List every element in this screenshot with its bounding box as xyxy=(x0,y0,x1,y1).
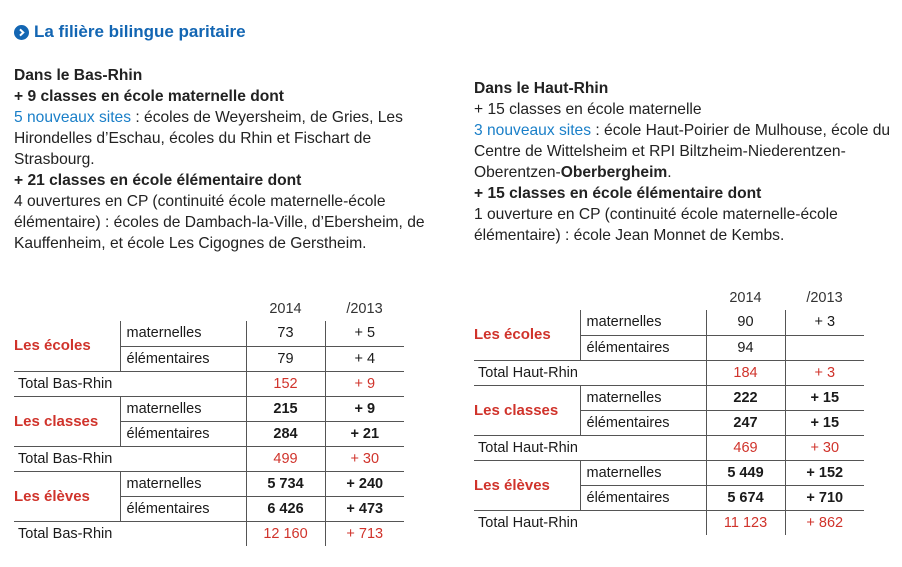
table-row xyxy=(14,471,404,496)
bas-rhin-sites-text: : écoles de Weyersheim, de Gries, Les Hirondelles d’Eschau, écoles du Rhin et Fischart de Strasbourg. xyxy=(14,109,403,168)
table-row-total xyxy=(14,446,404,471)
table-row xyxy=(14,396,404,421)
row-label: élémentaires xyxy=(120,421,246,446)
haut-rhin-elementaire-line: + 15 classes en école élémentaire dont xyxy=(474,185,762,202)
haut-rhin-sites-text: : école Haut-Poirier de Mulhouse, école du Centre de Wittelsheim et RPI Biltzheim-Niederentzen-Oberentzen- xyxy=(474,122,891,181)
group-label: Les élèves xyxy=(474,476,550,494)
cell-delta: + 473 xyxy=(325,496,404,521)
table-row xyxy=(474,460,864,485)
col-year: 2014 xyxy=(269,300,302,317)
group-label: Les classes xyxy=(14,412,99,430)
cell-value: 469 xyxy=(706,435,785,460)
total-label: Total Bas-Rhin xyxy=(14,371,246,396)
row-label: élémentaires xyxy=(120,346,246,371)
haut-rhin-sites-highlight: 3 nouveaux sites xyxy=(474,122,592,139)
total-label: Total Bas-Rhin xyxy=(14,446,246,471)
row-label: élémentaires xyxy=(120,496,246,521)
cell-delta: + 152 xyxy=(785,460,864,485)
table-row-total xyxy=(474,435,864,460)
cell-delta: + 30 xyxy=(325,446,404,471)
cell-delta: + 862 xyxy=(785,510,864,535)
cell-delta: + 15 xyxy=(785,385,864,410)
table-row xyxy=(474,310,864,335)
cell-delta xyxy=(785,335,864,360)
haut-rhin-table xyxy=(474,285,864,535)
row-label: maternelles xyxy=(120,396,246,421)
bas-rhin-elementaire-line: + 21 classes en école élémentaire dont xyxy=(14,172,302,189)
table-row-total xyxy=(474,360,864,385)
table-row-total xyxy=(14,521,404,546)
cell-value: 12 160 xyxy=(246,521,325,546)
bas-rhin-heading: Dans le Bas-Rhin xyxy=(14,67,143,84)
row-label: maternelles xyxy=(580,460,706,485)
col-delta: /2013 xyxy=(346,300,383,317)
cell-value: 90 xyxy=(706,310,785,335)
total-label: Total Haut-Rhin xyxy=(474,510,706,535)
cell-value: 79 xyxy=(246,346,325,371)
total-label: Total Haut-Rhin xyxy=(474,360,706,385)
haut-rhin-heading: Dans le Haut-Rhin xyxy=(474,80,609,97)
col-delta: /2013 xyxy=(806,289,843,306)
haut-rhin-sites-paragraph xyxy=(474,120,894,183)
cell-value: 215 xyxy=(246,396,325,421)
bas-rhin-sites-highlight: 5 nouveaux sites xyxy=(14,109,132,126)
chevron-right-icon xyxy=(14,25,29,40)
cell-value: 499 xyxy=(246,446,325,471)
row-label: maternelles xyxy=(120,471,246,496)
cell-value: 222 xyxy=(706,385,785,410)
cell-delta: + 4 xyxy=(325,346,404,371)
haut-rhin-text xyxy=(474,78,894,246)
cell-delta: + 9 xyxy=(325,371,404,396)
cell-delta: + 30 xyxy=(785,435,864,460)
cell-delta: + 21 xyxy=(325,421,404,446)
total-label: Total Haut-Rhin xyxy=(474,435,706,460)
row-label: élémentaires xyxy=(580,410,706,435)
cell-delta: + 3 xyxy=(785,310,864,335)
haut-rhin-sites-bold: Oberbergheim xyxy=(560,164,668,181)
bas-rhin-table xyxy=(14,296,404,546)
haut-rhin-maternelle-line: + 15 classes en école maternelle xyxy=(474,101,702,118)
bas-rhin-cp-paragraph: 4 ouvertures en CP (continuité école maternelle-école élémentaire) : écoles de Dambach-la-Ville, d’Ebersheim, de Kauffenheim, et école Les Cigognes de Gerstheim. xyxy=(14,193,425,252)
table-row-total xyxy=(14,371,404,396)
row-label: maternelles xyxy=(580,310,706,335)
cell-value: 73 xyxy=(246,321,325,346)
section-header xyxy=(14,22,246,42)
row-label: élémentaires xyxy=(580,335,706,360)
group-label: Les écoles xyxy=(474,326,551,344)
bas-rhin-text xyxy=(14,65,454,254)
cell-delta: + 240 xyxy=(325,471,404,496)
table-row xyxy=(14,321,404,346)
cell-delta: + 9 xyxy=(325,396,404,421)
cell-value: 5 449 xyxy=(706,460,785,485)
cell-delta: + 5 xyxy=(325,321,404,346)
row-label: maternelles xyxy=(580,385,706,410)
cell-delta: + 15 xyxy=(785,410,864,435)
table-row-total xyxy=(474,510,864,535)
cell-delta: + 710 xyxy=(785,485,864,510)
group-label: Les élèves xyxy=(14,487,90,505)
cell-value: 94 xyxy=(706,335,785,360)
table-row xyxy=(474,385,864,410)
cell-value: 5 674 xyxy=(706,485,785,510)
col-year: 2014 xyxy=(729,289,762,306)
cell-value: 6 426 xyxy=(246,496,325,521)
haut-rhin-sites-end: . xyxy=(667,164,672,181)
table-header-row xyxy=(474,285,864,310)
cell-delta: + 713 xyxy=(325,521,404,546)
cell-value: 284 xyxy=(246,421,325,446)
cell-value: 5 734 xyxy=(246,471,325,496)
cell-delta: + 3 xyxy=(785,360,864,385)
total-label: Total Bas-Rhin xyxy=(14,521,246,546)
group-label: Les classes xyxy=(474,401,559,419)
haut-rhin-cp-paragraph: 1 ouverture en CP (continuité école maternelle-école élémentaire) : école Jean Monnet de Kembs. xyxy=(474,206,838,244)
row-label: maternelles xyxy=(120,321,246,346)
cell-value: 184 xyxy=(706,360,785,385)
bas-rhin-maternelle-line: + 9 classes en école maternelle dont xyxy=(14,88,284,105)
row-label: élémentaires xyxy=(580,485,706,510)
bas-rhin-sites-paragraph xyxy=(14,107,454,170)
table-header-row xyxy=(14,296,404,321)
cell-value: 247 xyxy=(706,410,785,435)
page-title: La filière bilingue paritaire xyxy=(34,22,246,41)
group-label: Les écoles xyxy=(14,337,91,355)
cell-value: 11 123 xyxy=(706,510,785,535)
cell-value: 152 xyxy=(246,371,325,396)
